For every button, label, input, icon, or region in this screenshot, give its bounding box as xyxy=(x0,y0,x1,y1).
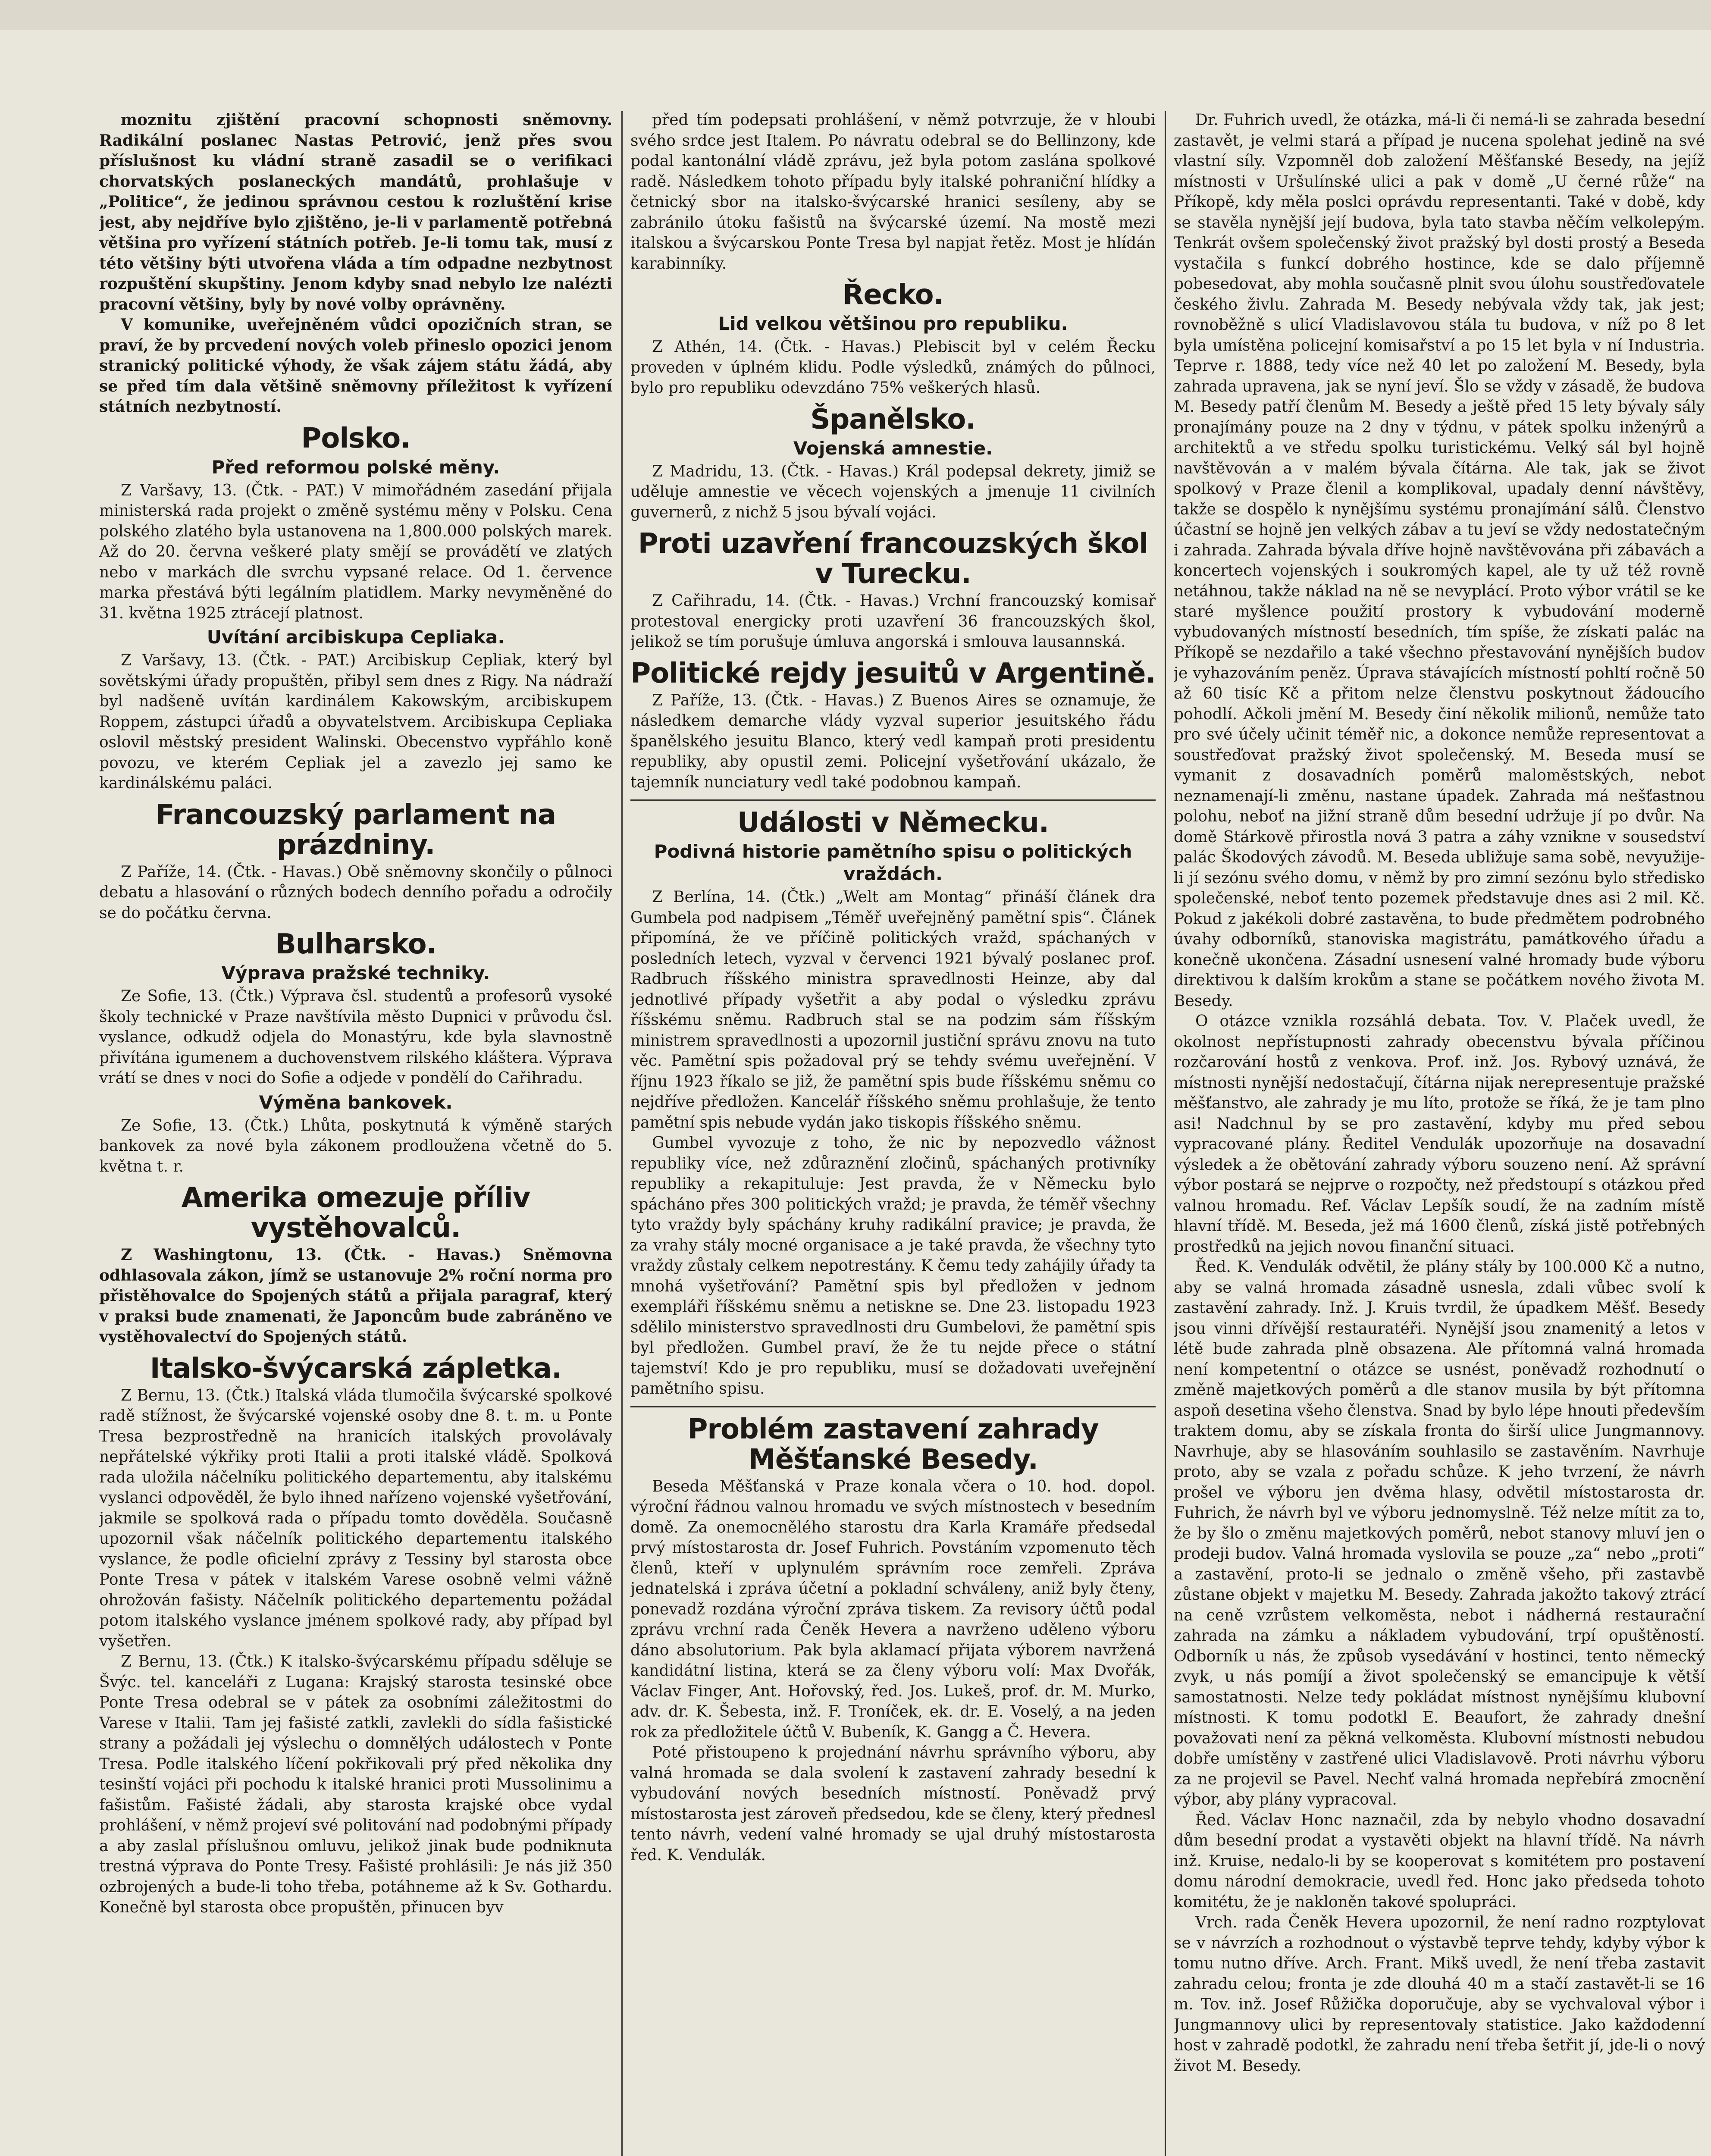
article-subheading: Podivná historie pamětního spisu o politických vraždách. xyxy=(654,841,1132,884)
column-2 xyxy=(630,110,1156,2156)
article-subheading: Před reformou polské měny. xyxy=(211,456,500,478)
article-text: před tím podepsati prohlášení, v němž potvrzuje, že v hloubi svého srdce jest Italem. Po návratu odebral se do Bellinzony, kde podal kantonální vládě zprávu, jež byla potom zaslána spolkové radě. Následkem tohoto případu byly italské pohraniční hlídky a četnický sbor na italsko-švýcarské hranici sesíleny, aby se zabránilo útoku fašistů na švýcarské území. Na mostě mezi italskou a švýcarskou Ponte Tresa byl napjat řetěz. Most je hlídán karabinníky. xyxy=(630,111,1156,273)
section-divider xyxy=(630,1406,1156,1407)
article-text: O otázce vznikla rozsáhlá debata. Tov. V. Plaček uvedl, že okolnost nepřístupnosti zahrady obecenstvu bývala příčinou rozčarování hostů z venkova. Prof. inž. Jos. Rybový uznává, že místnosti nynější nedostačují, čítárna nijak nerepresentuje pražské měšťanstvo, ale zahrady je mu líto, protože se říká, že je tam plno asi! Nadchnul by se pro zastavění, kdyby mu před sebou vypracované plány. Ředitel Vendulák upozorňuje na dosavadní výsledek a že obětování zahrady výboru souzeno není. Až správní výbor postará se nejprve o rozpočty, než předstoupí s otázkou před valnou hromadu. Ref. Václav Lepšík soudí, že na zadním místě hlavní třídě. M. Beseda, jež má 1600 členů, získá jistě potřebných prostředků na jejich novou finanční situaci. xyxy=(1174,1012,1705,1256)
article-text: Z Athén, 14. (Čtk. - Havas.) Plebiscit byl v celém Řecku proveden v úplném klidu. Podle výsledků, známých do půlnoci, bylo pro republiku odevzdáno 75% veškerých hlasů. xyxy=(630,338,1156,397)
article-text: Z Berlína, 14. (Čtk.) „Welt am Montag“ přináší článek dra Gumbela pod nadpisem „Téměř uveřejněný pamětní spis“. Článek připomíná, že ve příčině politických vražd, spáchaných v posledních letech, vyzval v červenci 1921 bývalý poslanec prof. Radbruch říšského ministra spravedlnosti Heinze, aby dal jednotlivé případy vyšetřit a aby podal o výsledku zprávu říšskému sněmu. Radbruch stal se na podzim sám říšským ministrem spravedlnosti a upozornil justiční správu znovu na tuto věc. Pamětní spis požadoval prý se tehdy svému uveřejnění. V říjnu 1923 říkalo se již, že pamětní spis bude říšskému sněmu co nejdříve předložen. Kancelář říšského sněmu prohlašuje, že tento pamětní spis nebude vydán jako tiskopis říšského sněmu. xyxy=(630,888,1156,1131)
section-heading: Amerika omezuje příliv vystěhovalců. xyxy=(181,1182,530,1244)
article-text: V komunike, uveřejněném vůdci opozičních stran, se praví, že by prcvedení nových voleb přineslo opozici jenom stranický politické výhody, že však zájem státu žádá, aby se před tím dala většině sněmovny příležitost k vyřízení státních nezbytností. xyxy=(99,316,612,416)
article-text: Beseda Měšťanská v Praze konala včera o 10. hod. dopol. výroční řádnou valnou hromadu ve svých místnostech v besedním domě. Za onemocnělého starostu dra Karla Kramáře předsedal prvý místostarosta dr. Josef Fuhrich. Povstáním vzpomenuto těch členů, kteří v uplynulém správním roce zemřeli. Zpráva jednatelská i zpráva účetní a pokladní schváleny, aniž byly čteny, ponevadž rozdána výroční zpráva tiskem. Za revisory účtů podal zprávu vrchní rada Čeněk Hevera a navrženo uděleno výboru dáno absolutorium. Pak byla aklamací přijata výborem navržená kandidátní listina, která se za členy výboru volí: Max Dvořák, Václav Finger, Ant. Hořovský, řed. Jos. Lukeš, prof. dr. M. Murko, adv. dr. K. Šebesta, inž. F. Troníček, ek. dr. E. Voselý, a na jeden rok za předložitele účtů V. Bubeník, K. Gangg a Č. Hevera. xyxy=(630,1477,1156,1741)
section-heading: Francouzský parlament na prázdniny. xyxy=(155,799,556,861)
section-heading: Italsko-švýcarská zápletka. xyxy=(150,1352,562,1385)
column-rule-2 xyxy=(1165,111,1166,2156)
article-text: Z Bernu, 13. (Čtk.) Italská vláda tlumočila švýcarské spolkové radě stížnost, že švýcarské vojenské osoby dne 8. t. m. u Ponte Tresa bezprostředně na hranicích italských provolávaly nepřátelské výkřiky proti Italii a proti italské vládě. Spolková rada uložila náčelníku politického departementu, aby italskému vyslanci odpověděl, že bylo ihned nařízeno vojenské vyšetřování, jakmile se spolková rada o případu tomto dověděla. Současně upozornil však náčelník politického departementu italského vyslance, že podle oficielní zprávy z Tessiny byl starosta obce Ponte Tresa v pátek v italském Varese osobně velmi vážně ohrožován fašisty. Náčelník politického departementu požádal potom italského vyslance jménem spolkové rady, aby případ byl vyšetřen. xyxy=(99,1386,612,1650)
section-heading: Polsko. xyxy=(301,422,411,454)
article-text: Vrch. rada Čeněk Hevera upozornil, že není radno rozptylovat se v návrzích a rozhodnout o výstavbě teprve tehdy, kdyby výbor k tomu nutno dříve. Arch. Frant. Mikš uvedl, že není třeba zastavit zahradu celou; fronta je zde dlouhá 40 m a stačí zastavět-li se 16 m. Tov. inž. Josef Růžička doporučuje, aby se vychvaloval výbor i Jungmannovy ulici by representovaly statistice. Jako každodenní host v zahradě podotkl, že zahradu není třeba šetřit jí, jde-li o nový život M. Besedy. xyxy=(1174,1914,1705,2075)
article-text: Z Washingtonu, 13. (Čtk. - Havas.) Sněmovna odhlasovala zákon, jímž se ustanovuje 2% roční norma pro přistěhovalce do Spojených států a přijala paragraf, který v praksi bude znamenati, že Japoncům bude zabráněno ve vystěhovalectví do Spojených států. xyxy=(99,1246,612,1346)
article-text: Z Varšavy, 13. (Čtk. - PAT.) Arcibiskup Cepliak, který byl sovětskými úřady propuštěn, přibyl sem dnes z Rigy. Na nádraží byl nadšeně uvítán kardinálem Kakowským, arcibiskupem Roppem, zástupci úřadů a obyvatelstvem. Arcibiskupa Cepliaka oslovil městský president Walinski. Obecenstvo vypřáhlo koně povozu, ve kterém Cepliak jel a zavezlo jej samo ke kardinálskému paláci. xyxy=(99,652,612,792)
article-text: Gumbel vyvozuje z toho, že nic by nepozvedlo vážnost republiky více, než zdůraznění zločinů, spáchaných protivníky republiky a rekapituluje: Jest pravda, že v Německu bylo spácháno přes 300 politických vražd; je pravda, že téměř všechny tyto vraždy byly spáchány kruhy radikální pravice; je pravda, že za vrahy stály mocné organisace a je také pravda, že všechny tyto vraždy zůstaly celkem nepotrestány. K čemu tedy zahájily úřady ta mnohá vyšetřování? Pamětní spis byl předložen v jednom exempláři říšskému sněmu a netiskne se. Dne 23. listopadu 1923 sdělilo ministerstvo spravedlnosti dru Gumbelovi, že pamětní spis byl předložen. Gumbel praví, že že tu nejde přece o státní tajemství! Kdo je pro republiku, musí se dožadovati uveřejnění pamětního spisu. xyxy=(630,1134,1156,1398)
article-text: Řed. Václav Honc naznačil, zda by nebylo vhodno dosavadní dům besední prodat a vystavěti objekt na hlavní třídě. Na návrh inž. Kruise, nedalo-li by se kooperovat s komitétem pro postavení domu národní demokracie, uvedl řed. Honc jako předseda tohoto komitétu, že je nakloněn takové spolupráci. xyxy=(1174,1811,1705,1911)
article-subheading: Uvítání arcibiskupa Cepliaka. xyxy=(207,627,505,648)
article-text: Z Paříže, 14. (Čtk. - Havas.) Obě sněmovny skončily o půlnoci debatu a hlasování o různých bodech denního pořadu a odročily se do počátku června. xyxy=(99,863,612,922)
scan-edge xyxy=(0,0,1711,30)
section-heading: Španělsko. xyxy=(810,403,976,436)
section-heading: Bulharsko. xyxy=(275,928,436,960)
column-1 xyxy=(99,110,612,2156)
article-subheading: Vojenská amnestie. xyxy=(793,437,993,459)
article-text: Z Madridu, 13. (Čtk. - Havas.) Král podepsal dekrety, jimiž se uděluje amnestie ve věcech vojenských a jmenuje 11 civilních guvernerů, z nichž 5 jsou bývalí vojáci. xyxy=(630,462,1156,521)
column-rule-1 xyxy=(621,111,623,2156)
column-3 xyxy=(1174,110,1705,2156)
section-heading: Řecko. xyxy=(843,279,943,311)
article-subheading: Výměna bankovek. xyxy=(259,1091,453,1113)
article-subheading: Výprava pražské techniky. xyxy=(221,962,490,984)
article-text: Z Bernu, 13. (Čtk.) K italsko-švýcarskému případu sděluje se Švýc. tel. kanceláři z Lugana: Krajský starosta tesinské obce Ponte Tresa odebral se v pátek za osobními záležitostmi do Varese v Italii. Tam jej fašisté zatkli, zavlekli do sídla fašistické strany a požádali jej výslechu o domnělých událostech v Ponte Tresa. Podle italského líčení pokřikovali prý před několika dny tesinští vojáci při pochodu k italské hranici proti Mussolinimu a fašistům. Fašisté žádali, aby starosta krajské obce vydal prohlášení, v němž projeví své politování nad podobnými případy a aby zaslal příslušnou omluvu, jelikož jinak bude podniknuta trestná výprava do Ponte Tresy. Fašisté prohlásili: Je nás již 350 ozbrojených a bude-li toho třeba, potáhneme až k Sv. Gothardu. Konečně byl starosta obce propuštěn, přinucen byv xyxy=(99,1653,612,1916)
section-heading: Události v Německu. xyxy=(737,807,1049,839)
article-text: Poté přistoupeno k projednání návrhu správního výboru, aby valná hromada se dala svolení k zastavení zahrady besední k vybudování nových besedních místností. Poněvadž prvý místostarosta jest zároveň předsedou, kde se členy, který přednesl tento návrh, vedení valné hromady se ujal druhý místostarosta řed. K. Vendulák. xyxy=(630,1744,1156,1864)
article-text: Ze Sofie, 13. (Čtk.) Výprava čsl. studentů a profesorů vysoké školy technické v Praze navštívila město Dupnici v průvodu čsl. vyslance, odkudž odjela do Monastýru, kde byla slavnostně přivítána igumenem a duchovenstvem rilského kláštera. Výprava vrátí se dnes v noci do Sofie a odjede v pondělí do Cařihradu. xyxy=(99,987,612,1087)
article-text: Z Paříže, 13. (Čtk. - Havas.) Z Buenos Aires se oznamuje, že následkem demarche vlády vyzval superior jesuitského řádu španělského jesuitu Blanco, který vedl kampaň proti presidentu republiky, aby opustil zemi. Policejní vyšetřování ukázalo, že tajemník nunciatury vedl také podobnou kampaň. xyxy=(630,691,1156,791)
section-heading: Problém zastavení zahrady Měšťanské Besedy. xyxy=(687,1413,1099,1476)
article-subheading: Lid velkou většinou pro republiku. xyxy=(718,313,1068,334)
section-divider xyxy=(630,799,1156,801)
article-text: Z Varšavy, 13. (Čtk. - PAT.) V mimořádném zasedání přijala ministerská rada projekt o změně systému měny v Polsku. Cena polského zlatého byla ustanovena na 1,800.000 polských marek. Až do 20. června veškeré platy smějí se provádětí ve zlatých nebo v markách dle svrchu vypsané relace. Od 1. července marka přestává býti legálním platidlem. Marky nevyměněné do 31. května 1925 ztrácejí platnost. xyxy=(99,481,612,622)
article-text: moznitu zjištění pracovní schopnosti sněmovny. Radikální poslanec Nastas Petrović, jenž přes svou příslušnost ku vládní straně zasadil se o verifikaci chorvatských poslaneckých mandátů, prohlašuje v „Politice“, že jedinou správnou cestou k rozluštění krise jest, aby nejdříve bylo zjištěno, je-li v parlamentě potřebná většina pro vyřízení státních potřeb. Je-li tomu tak, musí z této většiny býti utvořena vláda a tím odpadne nezbytnost rozpuštění skupštiny. Jenom kdyby snad nebylo lze nalézti pracovní většiny, byly by nové volby oprávněny. xyxy=(99,111,612,313)
article-text: Dr. Fuhrich uvedl, že otázka, má-li či nemá-li se zahrada besední zastavět, je velmi stará a případ je nucena spolehat jedině na své vlastní síly. Vzpomněl dob založení Měšťanské Besedy, na jejíž místnosti v Uršulínské ulici a pak v domě „U černé růže“ na Příkopě, kdy měla poslci oprávdu representanti. Také v době, kdy se stavěla nynější její budova, byla tato stavba něčím velkolepým. Tenkrát ovšem společenský život pražský byl dosti prostý a Beseda vystačila s funkcí dobrého hostince, kde se dalo příjemně pobesedovat, aby mohla současně plnit svou úlohu soustřeďovatele českého živlu. Zahrada M. Besedy nebývala vždy tak, jak jest; rovnoběžně s ulicí Vladislavovou stála tu budova, v níž po 8 let byla umístěna policejní komisařství a po 15 let byla v ní Industria. Teprve r. 1888, tedy více než 40 let po založení M. Besedy, byla zahrada upravena, jak se nyní jeví. Šlo se vždy v zásadě, že budova M. Besedy patří členům M. Besedy a ještě před 15 lety bývaly sály pronajímány pouze na 2 dny v týdnu, v pátek spolku inženýrů a architektů a ve středu spolku turistickému. Velký sál byl hojně navštěvován a v malém bývala čítárna. Ale tak, jak se život spolkový v Praze členil a komplikoval, upadaly denní návštěvy, takže se dospělo k nynějšímu systému pronajímání sálů. Členstvo účastní se hojně jen velkých zábav a tu jeví se vždy nedostatečným i zahrada. Zahrada bývala dříve hojně navštěvována při zábavách a koncertech vojenských i soukromých kapel, ale ty už též rovně netáhnou, takže náklad na ně se nevyplácí. Proto výbor vrátil se ke staré myšlence použití prostory k vybudování moderně vybudovaných místností besedních, tím spíše, že získati palác na Příkopě se nezdařilo a také všechno přestavování nynějších budov je vyhazováním peněz. Úprava stávajících místností pohltí ročně 50 až 60 tisíc Kč a přitom nelze členstvu poskytnout žádoucího pohodlí. Ačkoli jmění M. Besedy činí několik milionů, nemůže tato pro své účely učinit téměř nic, a dokonce nemůže representovat a soustřeďovat pražský život společenský. M. Beseda musí se vymanit z dosavadních poměrů maloměstských, nebot neznamenají-li změnu, nastane úpadek. Zahrada má nešťastnou polohu, neboť na jižní straně dům besední udržuje jí po dvůr. Na domě Stárkově přirostla nová 3 patra a záhy vznikne v sousedství palác Škodových závodů. M. Beseda ubližuje sama sobě, nevyužije-li jí sezónu svého domu, v němž by pro zimní sezónu bylo středisko společenské, neboť tento pozemek představuje dnes asi 2 mil. Kč. Pokud z jakékoli dobré zastavěna, to bude předmětem podrobného úvahy odborníků, stanoviska magistrátu, památkového úřadu a konečně ukončena. Zásadní usnesení valné hromady bude výboru direktivou k dalším krokům a stane se počátkem nového života M. Besedy. xyxy=(1174,111,1705,1010)
article-text: Řed. K. Vendulák odvětil, že plány stály by 100.000 Kč a nutno, aby se valná hromada zásadně usnesla, zdali vůbec svolí k zastavění zahrady. Inž. J. Kruis tvrdil, že úpadkem Měšť. Besedy jsou vinni dřívější restauratéři. Nynější jsou znamenitý a letos v létě bude zahrada plně obsazena. Ale přítomná valná hromada není kompetentní o otázce se usnést, poněvadž rozhodnutí o změně majetkových poměrů a dle stanov musila by být přítomna aspoň desetina všeho členstva. Snad by bylo lépe hnouti především traktem domu, aby se získala fronta do širší ulice Jungmannovy. Navrhuje, aby se hlasováním souhlasilo se zastavěním. Navrhuje proto, aby se vzala z pořadu schůze. K jeho tvrzení, že návrh prošel ve výboru jen dvěma hlasy, odvětil místostarosta dr. Fuhrich, že návrh byl ve výboru jednomyslně. Též nelze mítit za to, že by šlo o změnu majetkových poměrů, nebot stanovy mluví jen o prodeji budov. Valná hromada vyslovila se pouze „za“ nebo „proti“ a zastavění, proto-li se jednalo o změně všeho, při zastavbě zůstane objekt v majetku M. Besedy. Zahrada jakožto takový ztrácí na ceně vzrůstem velkoměsta, nebot i nádherná restaurační zahrada na zámku a nákladem vybudování, trpí opuštěností. Odborník u nás, že způsob vysedávání v hostinci, tento německý zvyk, u nás pomíjí a život společenský se emancipuje k větší samostatnosti. Nelze tedy pokládat místnost nynějšímu klubovní místnosti. K tomu podotkl E. Beaufort, že zahrady dnešní považovati není za pěkná velkoměsta. Klubovní místnosti nebudou dobře umístěny v zastřené ulici Vladislavově. Proti návrhu výboru za ne projevil se Pavel. Nechť valná hromada nepřebírá zmocnění výbor, aby plány vypracoval. xyxy=(1174,1258,1705,1808)
article-text: Z Cařihradu, 14. (Čtk. - Havas.) Vrchní francouzský komisař protestoval energicky proti uzavření 36 francouzských škol, jelikož se tím porušuje úmluva angorská i smlouva lausannská. xyxy=(630,592,1156,651)
section-heading: Proti uzavření francouzských škol v Turecku. xyxy=(638,528,1148,590)
article-text: Ze Sofie, 13. (Čtk.) Lhůta, poskytnutá k výměně starých bankovek za nové byla zákonem prodloužena včetně do 5. května t. r. xyxy=(99,1116,612,1175)
section-heading: Politické rejdy jesuitů v Argentině. xyxy=(630,657,1156,689)
